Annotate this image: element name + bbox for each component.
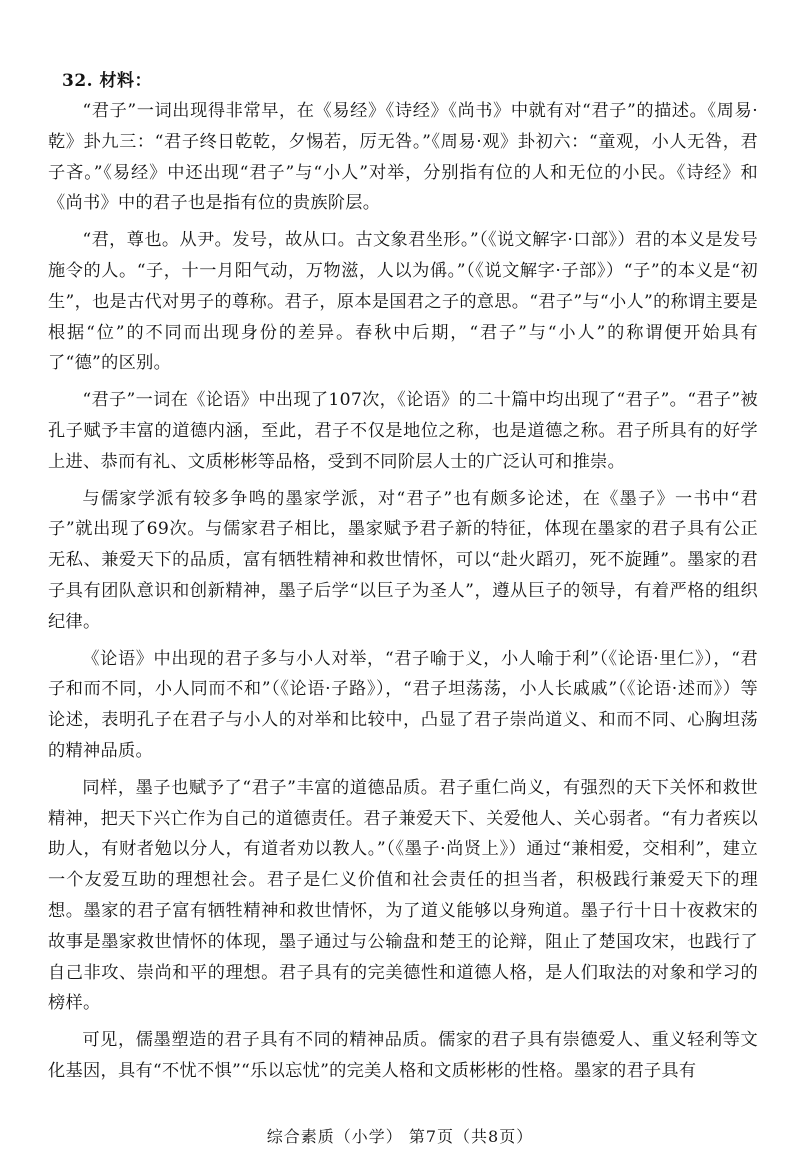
paragraph-3: “君子”一词在《论语》中出现了107次，《论语》的二十篇中均出现了“君子”。“君子”被孔子赋予丰富的道德内涵，至此，君子不仅是地位之称，也是道德之称。君子所具有的好学上进、恭而有礼、文质彬彬等品格，受到不同阶层人士的广泛认可和推崇。 <box>48 390 758 472</box>
paragraph-4: 与儒家学派有较多争鸣的墨家学派，对“君子”也有颇多论述，在《墨子》一书中“君子”就出现了69次。与儒家君子相比，墨家赋予君子新的特征，体现在墨家的君子具有公正无私、兼爱天下的品质，富有牺牲精神和救世情怀，可以“赴火蹈刃，死不旋踵”。墨家的君子具有团队意识和创新精神，墨子后学“以巨子为圣人”，遵从巨子的领导，有着严格的组织纪律。 <box>48 488 758 632</box>
paragraph-7: 可见，儒墨塑造的君子具有不同的精神品质。儒家的君子具有崇德爱人、重义轻利等文化基因，具有“不忧不惧”“乐以忘忧”的完美人格和文质彬彬的性格。墨家的君子具有 <box>48 1030 758 1081</box>
question-title: 32. 材料： <box>62 71 152 91</box>
page-footer: 综合素质（小学） 第7页（共8页） <box>266 1127 534 1146</box>
paragraph-1: “君子”一词出现得非常早，在《易经》《诗经》《尚书》中就有对“君子”的描述。《周易·乾》卦九三：“君子终日乾乾，夕惕若，厉无咎。”《周易·观》卦初六：“童观，小人无咎，君子吝。”《易经》中还出现“君子”与“小人”对举，分别指有位的人和无位的小民。《诗经》和《尚书》中的君子也是指有位的贵族阶层。 <box>48 101 758 214</box>
paragraph-2: “君，尊也。从尹。发号，故从口。古文象君坐形。”（《说文解字·口部》）君的本义是发号施令的人。“子，十一月阳气动，万物滋，人以为偁。”（《说文解字·子部》）“子”的本义是“初生”，也是古代对男子的尊称。君子，原本是国君之子的意思。“君子”与“小人”的称谓主要是根据“位”的不同而出现身份的差异。春秋中后期，“君子”与“小人”的称谓便开始具有了“德”的区别。 <box>48 230 758 374</box>
paragraph-6: 同样，墨子也赋予了“君子”丰富的道德品质。君子重仁尚义，有强烈的天下关怀和救世精神，把天下兴亡作为自己的道德责任。君子兼爱天下、关爱他人、关心弱者。“有力者疾以助人，有财者勉以分人，有道者劝以教人。”（《墨子·尚贤上》）通过“兼相爱，交相利”，建立一个友爱互助的理想社会。君子是仁义价值和社会责任的担当者，积极践行兼爱天下的理想。墨家的君子富有牺牲精神和救世情怀，为了道义能够以身殉道。墨子行十日十夜救宋的故事是墨家救世情怀的体现，墨子通过与公输盘和楚王的论辩，阻止了楚国攻宋，也践行了自己非攻、崇尚和平的理想。君子具有的完美德性和道德人格，是人们取法的对象和学习的榜样。 <box>48 777 758 1014</box>
paragraph-5: 《论语》中出现的君子多与小人对举，“君子喻于义，小人喻于利”（《论语·里仁》），“君子和而不同，小人同而不和”（《论语·子路》），“君子坦荡荡，小人长戚戚”（《论语·述而》）等论述，表明孔子在君子与小人的对举和比较中，凸显了君子崇尚道义、和而不同、心胸坦荡的精神品质。 <box>48 648 758 761</box>
material-text <box>48 96 758 1093</box>
